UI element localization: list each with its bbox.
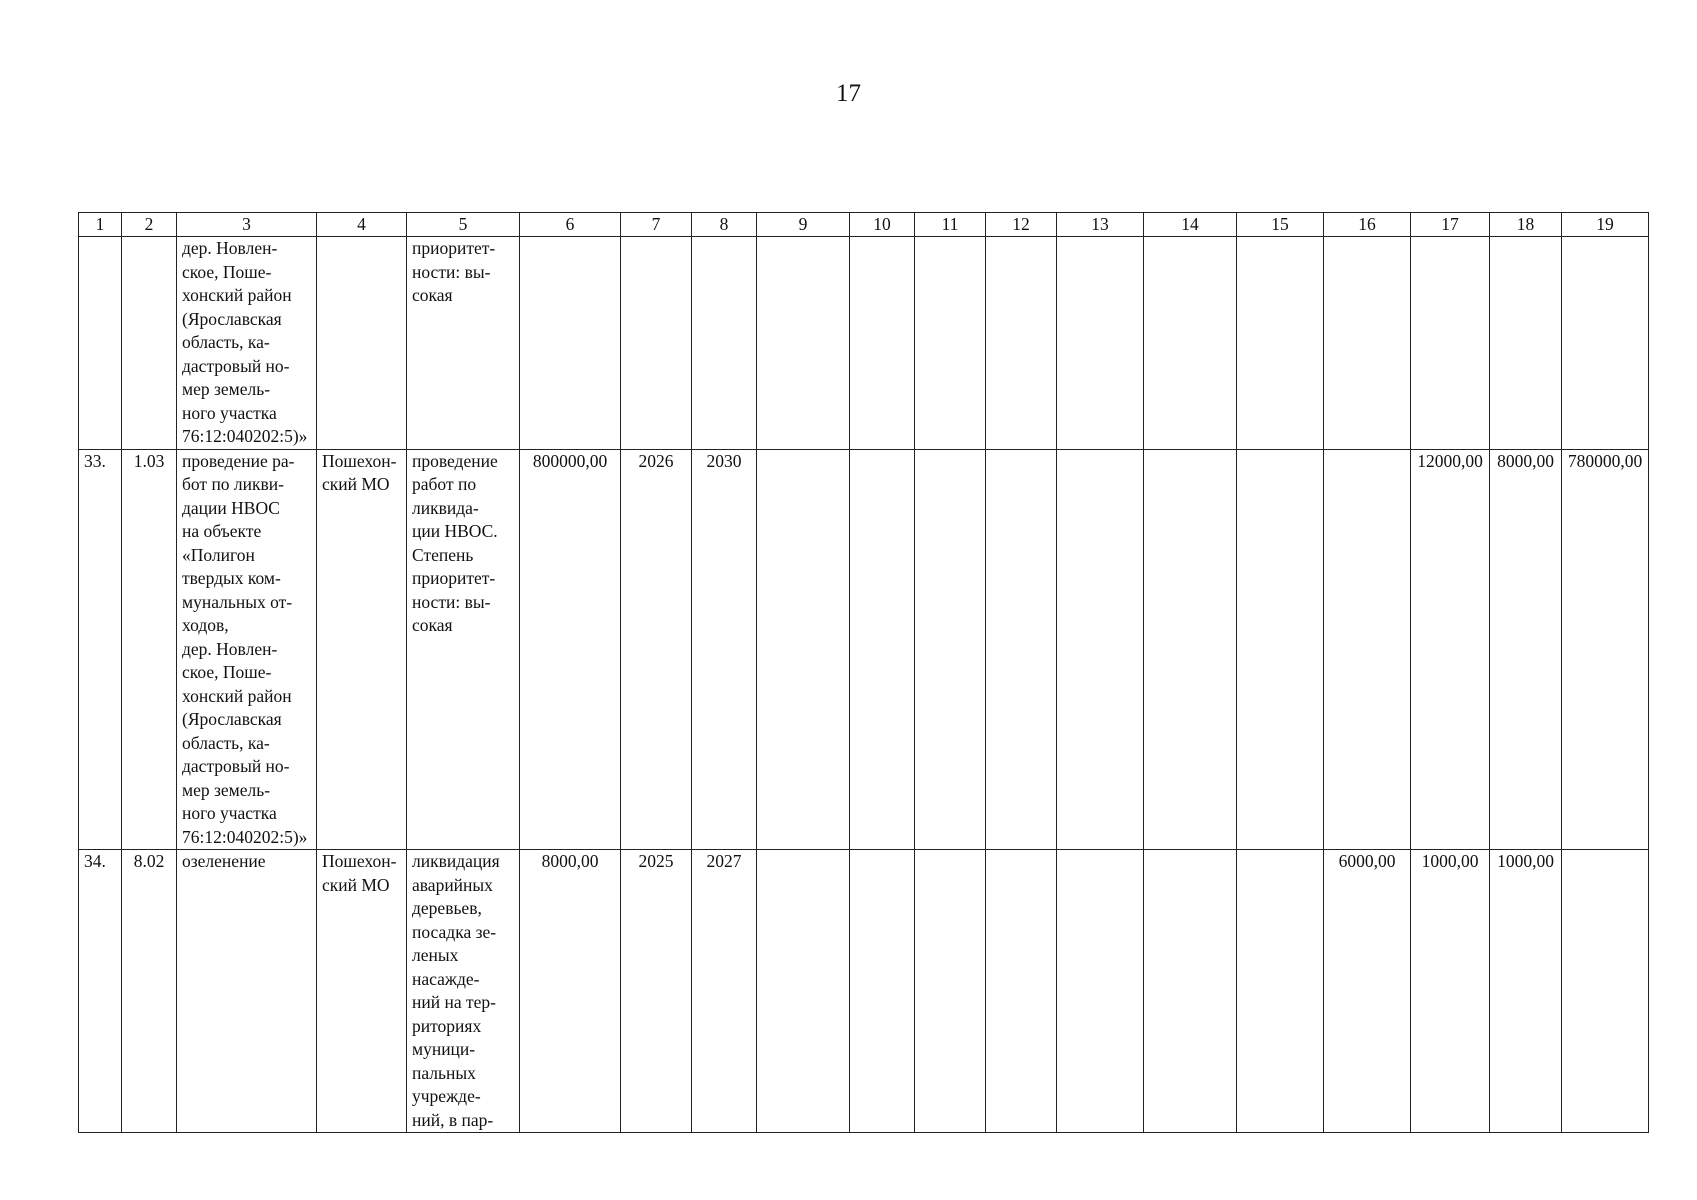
cell-total: 800000,00 [520, 449, 621, 850]
column-header: 14 [1144, 213, 1237, 237]
cell-description: ликвидация аварийных деревьев, посадка зе- леных насажде- ний на тер- риториях муници- пальных учрежде- ний, в пар- [407, 850, 520, 1133]
cell-start-year: 2026 [621, 449, 692, 850]
cell-code [122, 237, 177, 450]
cell-value [757, 449, 850, 850]
data-table [78, 212, 1649, 1133]
cell-value [1144, 237, 1237, 450]
cell-value: 8000,00 [1490, 449, 1562, 850]
column-header: 12 [986, 213, 1057, 237]
cell-value [915, 449, 986, 850]
cell-end-year: 2027 [692, 850, 757, 1133]
table-row [79, 449, 1649, 850]
header-row [79, 213, 1649, 237]
cell-value [850, 237, 915, 450]
cell-number: 33. [79, 449, 122, 850]
cell-value [850, 449, 915, 850]
cell-value: 1000,00 [1490, 850, 1562, 1133]
cell-value [1057, 237, 1144, 450]
column-header: 8 [692, 213, 757, 237]
cell-value [757, 237, 850, 450]
cell-value [1144, 850, 1237, 1133]
cell-value [1237, 237, 1324, 450]
column-header: 13 [1057, 213, 1144, 237]
table-row-continuation [79, 237, 1649, 450]
cell-description: приоритет- ности: вы- сокая [407, 237, 520, 450]
column-header: 17 [1411, 213, 1490, 237]
cell-total: 8000,00 [520, 850, 621, 1133]
cell-value: 1000,00 [1411, 850, 1490, 1133]
cell-value [1490, 237, 1562, 450]
cell-value [1562, 237, 1649, 450]
cell-start-year [621, 237, 692, 450]
cell-value [1562, 850, 1649, 1133]
cell-value [1411, 237, 1490, 450]
cell-value: 12000,00 [1411, 449, 1490, 850]
cell-value: 780000,00 [1562, 449, 1649, 850]
cell-municipality [317, 237, 407, 450]
cell-object: дер. Новлен- ское, Поше- хонский район (Ярославская область, ка- дастровый но- мер земель- ного участка 76:12:040202:5)» [177, 237, 317, 450]
column-header: 5 [407, 213, 520, 237]
column-header: 4 [317, 213, 407, 237]
cell-value [986, 237, 1057, 450]
cell-value [915, 850, 986, 1133]
column-header: 6 [520, 213, 621, 237]
cell-value [850, 850, 915, 1133]
column-header: 11 [915, 213, 986, 237]
cell-value [1237, 850, 1324, 1133]
cell-total [520, 237, 621, 450]
column-header: 18 [1490, 213, 1562, 237]
column-header: 10 [850, 213, 915, 237]
column-header: 2 [122, 213, 177, 237]
cell-number [79, 237, 122, 450]
cell-code: 1.03 [122, 449, 177, 850]
cell-value [757, 850, 850, 1133]
cell-value [1324, 237, 1411, 450]
cell-value: 6000,00 [1324, 850, 1411, 1133]
cell-value [915, 237, 986, 450]
cell-start-year: 2025 [621, 850, 692, 1133]
column-header: 19 [1562, 213, 1649, 237]
column-header: 1 [79, 213, 122, 237]
cell-value [1144, 449, 1237, 850]
column-header: 3 [177, 213, 317, 237]
cell-description: проведение работ по ликвида- ции НВОС. Степень приоритет- ности: вы- сокая [407, 449, 520, 850]
cell-code: 8.02 [122, 850, 177, 1133]
cell-value [986, 449, 1057, 850]
cell-municipality: Пошехон- ский МО [317, 449, 407, 850]
cell-object: проведение ра- бот по ликви- дации НВОС на объекте «Полигон твердых ком- мунальных от- ходов, дер. Новлен- ское, Поше- хонский район (Ярославская область, ка- дастровый но- мер земель- ного участка 76:12:040202:5)» [177, 449, 317, 850]
cell-value [1057, 850, 1144, 1133]
cell-value [986, 850, 1057, 1133]
table-row [79, 850, 1649, 1133]
column-header: 7 [621, 213, 692, 237]
column-header: 15 [1237, 213, 1324, 237]
cell-value [1237, 449, 1324, 850]
column-header: 9 [757, 213, 850, 237]
cell-end-year: 2030 [692, 449, 757, 850]
column-header: 16 [1324, 213, 1411, 237]
cell-municipality: Пошехон- ский МО [317, 850, 407, 1133]
cell-value [1324, 449, 1411, 850]
cell-value [1057, 449, 1144, 850]
cell-end-year [692, 237, 757, 450]
cell-object: озеленение [177, 850, 317, 1133]
page-number: 17 [836, 80, 861, 107]
cell-number: 34. [79, 850, 122, 1133]
